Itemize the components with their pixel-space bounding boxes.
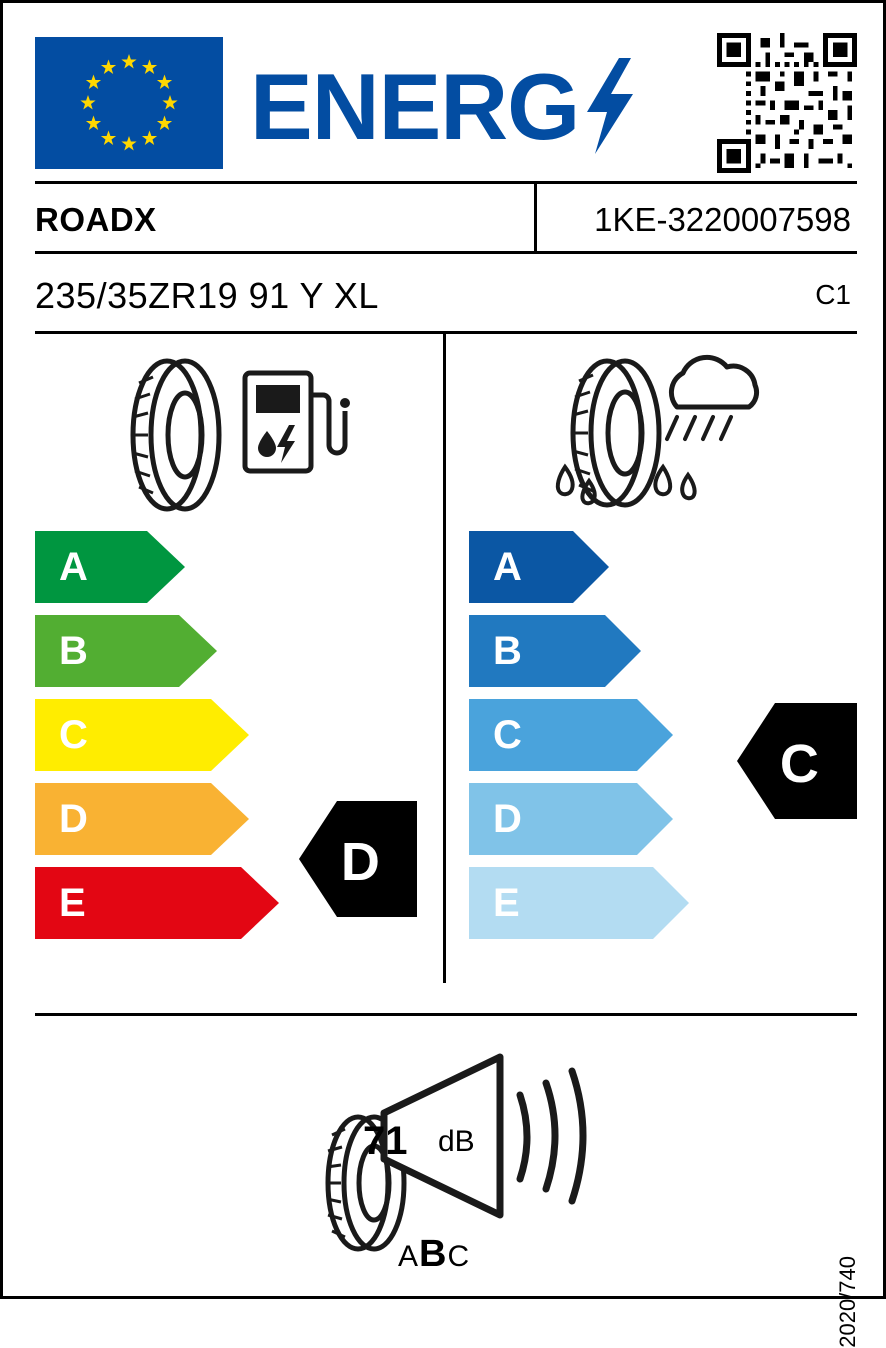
grade-letter: E — [493, 881, 520, 925]
regulation-reference: 2020/740 — [835, 1256, 860, 1348]
lightning-bolt-icon — [585, 58, 635, 159]
label-header — [35, 33, 857, 173]
grade-row — [35, 531, 279, 603]
brand-name: ROADX — [35, 201, 157, 238]
noise-class-scale — [398, 1233, 470, 1276]
grade-row — [469, 783, 689, 855]
model-code: 1KE-3220007598 — [594, 201, 851, 238]
fuel-result-letter: D — [340, 831, 380, 892]
grade-row — [469, 699, 689, 771]
divider-model — [534, 181, 537, 253]
grade-letter: A — [59, 545, 88, 589]
divider-size — [35, 331, 857, 334]
noise-db-unit: dB — [438, 1125, 475, 1158]
grade-row — [469, 531, 689, 603]
divider-noise — [35, 1013, 857, 1016]
fuel-efficiency-scale — [35, 531, 279, 951]
grade-row — [469, 867, 689, 939]
grade-letter: D — [59, 797, 88, 841]
grade-letter: E — [59, 881, 86, 925]
grade-row — [35, 867, 279, 939]
grade-row — [35, 615, 279, 687]
noise-class-a: A — [398, 1240, 420, 1273]
tyre-fuel-pump-icon — [123, 355, 333, 515]
grade-letter: A — [493, 545, 522, 589]
wet-result-letter: C — [779, 733, 819, 794]
fuel-efficiency-result — [299, 801, 417, 922]
noise-class-c: C — [447, 1240, 471, 1273]
grade-row — [469, 615, 689, 687]
grade-letter: D — [493, 797, 522, 841]
grade-row — [35, 783, 279, 855]
divider-brand — [35, 251, 857, 254]
grade-letter: C — [59, 713, 88, 757]
tyre-class: C1 — [815, 279, 851, 310]
wet-grip-result — [737, 703, 857, 824]
tyre-rain-cloud-icon — [543, 355, 783, 515]
grade-letter: C — [493, 713, 522, 757]
eu-flag-icon — [35, 37, 223, 169]
grade-letter: B — [59, 629, 88, 673]
noise-class-b: B — [419, 1233, 448, 1275]
tyre-loudspeaker-icon — [288, 1043, 608, 1273]
energy-wordmark — [250, 54, 635, 159]
divider-top — [35, 181, 857, 184]
noise-db-value: 71 — [363, 1119, 408, 1163]
grade-letter: B — [493, 629, 522, 673]
divider-vertical — [443, 333, 446, 983]
wet-grip-scale — [469, 531, 689, 951]
qr-code-icon — [717, 33, 857, 173]
grade-row — [35, 699, 279, 771]
tyre-size: 235/35ZR19 91 Y XL — [35, 275, 379, 316]
energy-title: ENERG — [250, 54, 580, 159]
